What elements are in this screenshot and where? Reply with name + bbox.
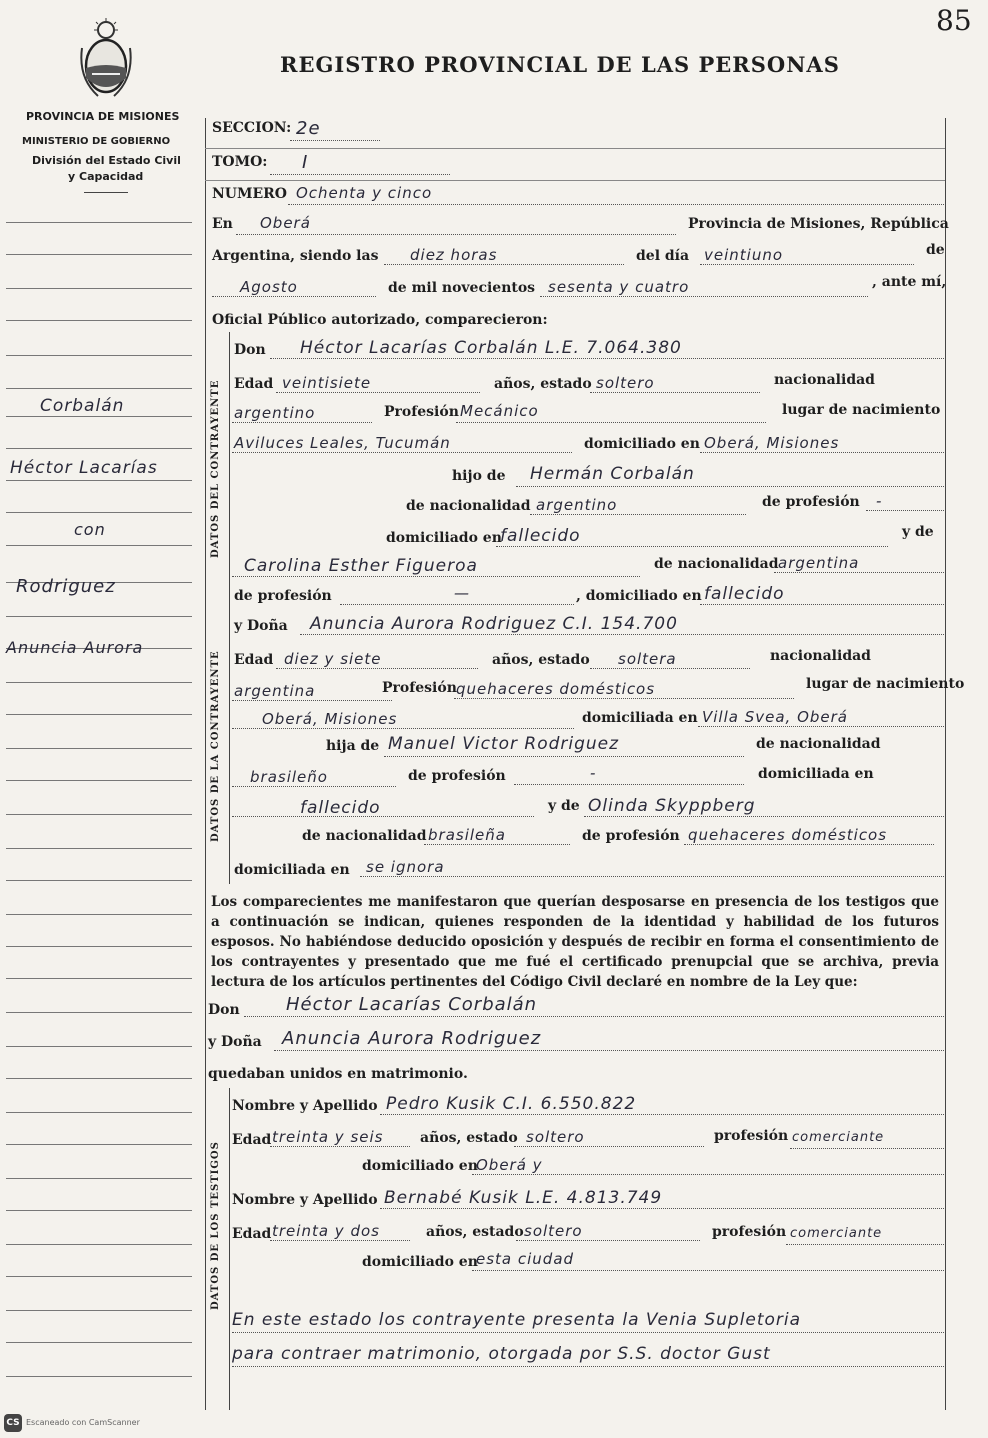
contrayente-padre-dom: fallecido [500, 526, 581, 546]
ministry-name: MINISTERIO DE GOBIERNO [22, 136, 171, 147]
scanner-watermark: Escaneado con CamScanner [26, 1418, 140, 1427]
contrayenta-dona-label: y Doña [234, 618, 288, 634]
declaracion-dona-value: Anuncia Aurora Rodriguez [282, 1028, 542, 1049]
contrayenta-edad-label: Edad [234, 652, 274, 668]
contrayente-madre-prof-label: de profesión [234, 588, 332, 604]
contrayenta-padre-prof: - [590, 764, 597, 782]
contrayente-lugar: Aviluces Leales, Tucumán [234, 434, 451, 452]
testigo2-nombre: Bernabé Kusik L.E. 4.813.749 [384, 1188, 663, 1208]
contrayenta-lugar: Oberá, Misiones [262, 710, 398, 728]
contrayenta-domiciliada-label: domiciliada en [582, 710, 698, 726]
en-value: Oberá [260, 214, 311, 232]
contrayente-madre-prof: — [454, 584, 470, 602]
contrayente-domiciliado-label: domiciliado en [584, 436, 700, 452]
de-label: de [926, 242, 945, 258]
scanner-logo-icon: CS [4, 1414, 22, 1432]
contrayente-profesion-label: Profesión [384, 404, 459, 420]
contrayente-edad: veintisiete [282, 374, 372, 392]
contrayente-madre-nac-label: de nacionalidad [654, 556, 779, 572]
contrayenta-madre: Olinda Skyppberg [588, 796, 756, 816]
division-name-2: y Capacidad [68, 170, 144, 183]
testigo2-profesion-label: profesión [712, 1224, 787, 1240]
margin-note-con: con [74, 520, 106, 539]
contrayenta-lugar-label: lugar de nacimiento [806, 676, 965, 692]
contrayente-female-section-label: DATOS DE LA CONTRAYENTE [210, 650, 221, 842]
margin-note-surname-2: Rodriguez [16, 576, 116, 597]
numero-value: Ochenta y cinco [296, 184, 433, 202]
testigo2-edad: treinta y dos [272, 1222, 380, 1240]
contrayente-madre-nac: argentina [778, 554, 860, 572]
contrayenta-profesion: quehaceres domésticos [456, 680, 656, 698]
contrayente-lugar-label: lugar de nacimiento [782, 402, 941, 418]
contrayente-y-de-label: y de [902, 524, 934, 540]
contrayenta-nombre: Anuncia Aurora Rodriguez C.I. 154.700 [310, 614, 678, 634]
provincia-text: Provincia de Misiones, República [688, 216, 949, 232]
contrayente-padre-nac: argentino [536, 496, 618, 514]
declaracion-don-value: Héctor Lacarías Corbalán [286, 994, 538, 1015]
ante-label: , ante mí, [872, 274, 947, 290]
contrayente-padre-prof: - [876, 492, 883, 510]
contrayenta-madre-prof: quehaceres domésticos [688, 826, 888, 844]
nota-line-1: En este estado los contrayente presenta la Venia Supletoria [232, 1310, 802, 1330]
contrayente-padre-nac-label: de nacionalidad [406, 498, 531, 514]
horas-value: diez horas [410, 246, 498, 264]
declaracion-dona-label: y Doña [208, 1034, 262, 1050]
contrayente-don-label: Don [234, 342, 266, 358]
testigo2-estado: soltero [524, 1222, 583, 1240]
contrayente-madre-dom-label: , domiciliado en [576, 588, 702, 604]
contrayenta-hija-label: hija de [326, 738, 380, 754]
contrayente-profesion: Mecánico [460, 402, 539, 420]
oficial-text: Oficial Público autorizado, comparecieron: [212, 312, 548, 328]
testigo2-domicilio: esta ciudad [476, 1250, 575, 1268]
contrayenta-madre-prof-label: de profesión [582, 828, 680, 844]
contrayente-padre: Hermán Corbalán [530, 464, 695, 484]
contrayenta-padre-nac-label: de nacionalidad [756, 736, 881, 752]
contrayente-padre-dom-label: domiciliado en [386, 530, 502, 546]
division-name: División del Estado Civil [32, 154, 181, 167]
margin-note-name: Héctor Lacarías [10, 458, 158, 478]
testigo1-edad: treinta y seis [272, 1128, 384, 1146]
contrayenta-madre-nac-label: de nacionalidad [302, 828, 427, 844]
contrayenta-padre: Manuel Victor Rodriguez [388, 734, 620, 754]
contrayenta-madre-dom: se ignora [366, 858, 445, 876]
testigo1-domiciliado-label: domiciliado en [362, 1158, 478, 1174]
en-label: En [212, 216, 233, 232]
testigo2-nombre-label: Nombre y Apellido [232, 1192, 378, 1208]
testigo1-nombre: Pedro Kusik C.I. 6.550.822 [386, 1094, 637, 1114]
declaracion-paragraph: Los comparecientes me manifestaron que querían desposarse en presencia de los testigos que a continuación se indican, quienes responden de la identidad y habilidad de los futuros esposos. No habiéndose deducido oposición y después de recibir en forma el consentimiento de los contrayentes y presentado que me fué el certificado prenupcial que se archiva, previa lectura de los artículos pertinentes del Código Civil declaré en nombre de la Ley que: [211, 894, 939, 990]
mil-label: de mil novecientos [388, 280, 536, 296]
province-name: PROVINCIA DE MISIONES [26, 110, 180, 123]
contrayente-section-label: DATOS DEL CONTRAYENTE [210, 379, 221, 558]
contrayenta-padre-nac: brasileño [250, 768, 328, 786]
seccion-value: 2e [296, 118, 321, 139]
contrayenta-profesion-label: Profesión [382, 680, 457, 696]
declaracion-don-label: Don [208, 1002, 240, 1018]
contrayente-hijo-label: hijo de [452, 468, 506, 484]
testigo2-profesion: comerciante [790, 1226, 883, 1241]
contrayente-padre-prof-label: de profesión [762, 494, 860, 510]
contrayente-madre-dom: fallecido [704, 584, 785, 604]
nota-line-2: para contraer matrimonio, otorgada por S.S. doctor Gust [232, 1344, 771, 1364]
testigo1-estado: soltero [526, 1128, 585, 1146]
contrayente-madre: Carolina Esther Figueroa [244, 556, 478, 576]
dia-value: veintiuno [704, 246, 784, 264]
seccion-label: SECCION: [212, 120, 292, 136]
testigo1-profesion-label: profesión [714, 1128, 789, 1144]
margin-note-surname: Corbalán [40, 396, 125, 416]
contrayente-anios-label: años, estado [494, 376, 592, 392]
tomo-label: TOMO: [212, 154, 268, 170]
testigo2-edad-label: Edad [232, 1226, 272, 1242]
contrayenta-padre-dom: fallecido [300, 798, 381, 818]
contrayente-edad-label: Edad [234, 376, 274, 392]
document-title: REGISTRO PROVINCIAL DE LAS PERSONAS [280, 52, 840, 77]
testigo1-domicilio: Oberá y [476, 1156, 543, 1174]
contrayente-nacionalidad-label: nacionalidad [774, 372, 875, 388]
contrayenta-anios-label: años, estado [492, 652, 590, 668]
testigo1-edad-label: Edad [232, 1132, 272, 1148]
contrayenta-estado: soltera [618, 650, 677, 668]
tomo-value: I [302, 152, 309, 173]
declaracion-quedaban: quedaban unidos en matrimonio. [208, 1066, 468, 1082]
page-number: 85 [936, 4, 972, 37]
contrayenta-y-de-label: y de [548, 798, 580, 814]
coat-of-arms-icon [78, 18, 134, 100]
anio-value: sesenta y cuatro [548, 278, 690, 296]
testigos-section-label: DATOS DE LOS TESTIGOS [210, 1141, 221, 1310]
testigo1-anios-label: años, estado [420, 1130, 518, 1146]
mes-value: Agosto [240, 278, 298, 296]
testigo2-anios-label: años, estado [426, 1224, 524, 1240]
contrayenta-domicilio: Villa Svea, Oberá [702, 708, 848, 726]
contrayente-estado: soltero [596, 374, 655, 392]
contrayenta-madre-nac: brasileña [428, 826, 506, 844]
contrayenta-nacionalidad-label: nacionalidad [770, 648, 871, 664]
contrayente-nacionalidad: argentino [234, 404, 316, 422]
testigo2-domiciliado-label: domiciliado en [362, 1254, 478, 1270]
testigo1-nombre-label: Nombre y Apellido [232, 1098, 378, 1114]
testigo1-profesion: comerciante [792, 1130, 885, 1145]
contrayenta-madre-dom-label: domiciliada en [234, 862, 350, 878]
contrayenta-padre-prof-label: de profesión [408, 768, 506, 784]
contrayenta-edad: diez y siete [284, 650, 382, 668]
contrayente-nombre: Héctor Lacarías Corbalán L.E. 7.064.380 [300, 338, 682, 358]
contrayente-domicilio: Oberá, Misiones [704, 434, 840, 452]
margin-note-name-2: Anuncia Aurora [6, 638, 144, 657]
del-dia-label: del día [636, 248, 690, 264]
numero-label: NUMERO [212, 186, 288, 202]
contrayenta-nacionalidad: argentina [234, 682, 316, 700]
contrayenta-padre-dom-label: domiciliada en [758, 766, 874, 782]
argentina-text: Argentina, siendo las [212, 248, 379, 264]
